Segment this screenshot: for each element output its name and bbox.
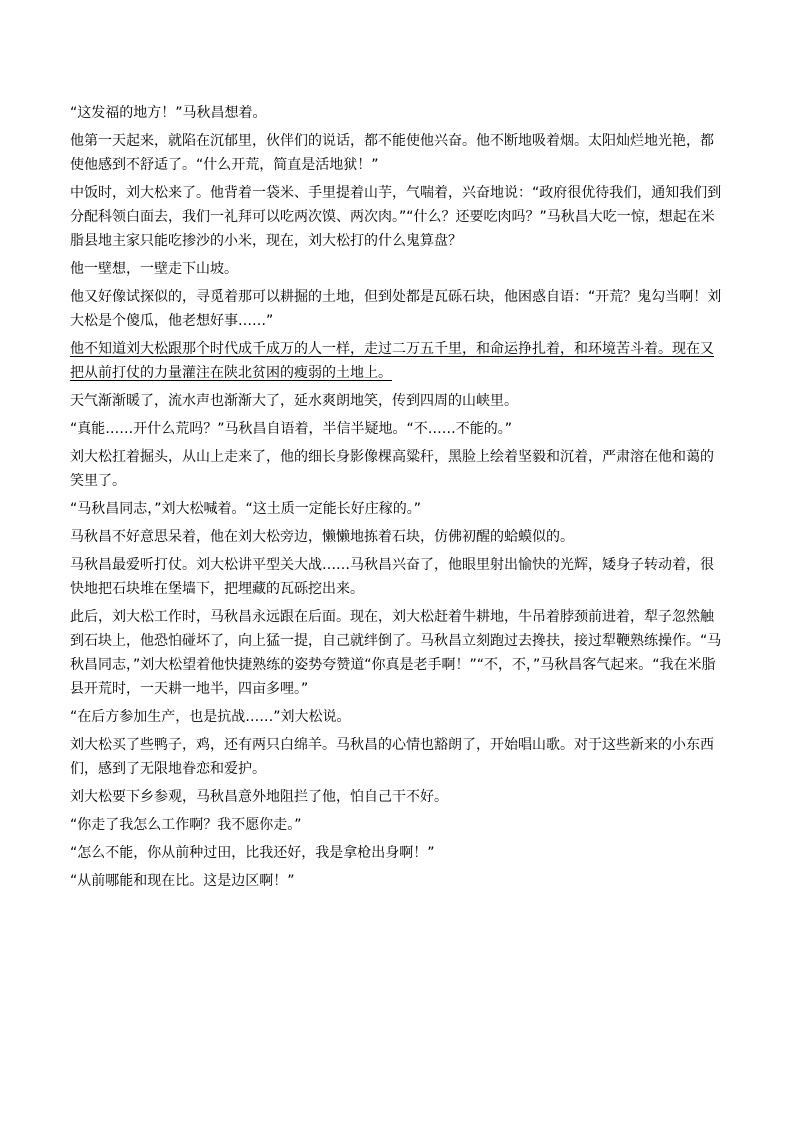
paragraph-8: “真能……开什么荒吗？”马秋昌自语着，半信半疑地。“不……不能的。” [70, 421, 513, 437]
paragraph-17: “你走了我怎么工作啊？我不愿你走。” [70, 817, 302, 833]
paragraph-18: “怎么不能，你从前种过田，比我还好，我是拿枪出身啊！” [70, 845, 435, 861]
paragraph-9: 刘大松扛着掘头，从山上走来了，他的细长身影像棵高粱秆，黑脸上绘着坚毅和沉着，严肃溶在他和蔼的笑里了。 [70, 449, 714, 489]
paragraph-13: 此后，刘大松工作时，马秋昌永远跟在后面。现在，刘大松赶着牛耕地，牛吊着脖颈前进着，犁子忽然触到石块上，他恐怕碰坏了，向上猛一提，自己就绊倒了。马秋昌立刻跑过去搀扶，接过犁鞭熟练操作。“马秋昌同志，”刘大松望着他快捷熟练的姿势夸赞道“你真是老手啊！”“不，不，”马秋昌客气起来。“我在米脂县开荒时，一天耕一地半，四亩多哩。” [70, 609, 722, 697]
paragraph-2: 他第一天起来，就陷在沉郁里，伙伴们的说话，都不能使他兴奋。他不断地吸着烟。太阳灿烂地光艳，都使他感到不舒适了。“什么开荒，简直是活地狱！” [70, 133, 714, 173]
paragraph-14: “在后方参加生产，也是抗战……”刘大松说。 [70, 709, 351, 725]
underlined-paragraph: 他不知道刘大松跟那个时代成千成万的人一样，走过二万五千里，和命运挣扎着，和环境苦斗着。现在又把从前打仗的力量灌注在陕北贫困的瘦弱的土地上。 [70, 341, 714, 381]
paragraph-10: “马秋昌同志，”刘大松喊着。“这土质一定能长好庄稼的。” [70, 501, 422, 517]
paragraph-11: 马秋昌不好意思呆着，他在刘大松旁边，懒懒地拣着石块，仿佛初醒的蛤蟆似的。 [70, 529, 574, 545]
paragraph-12: 马秋昌最爱听打仗。刘大松讲平型关大战……马秋昌兴奋了，他眼里射出愉快的光辉，矮身子转动着，很快地把石块堆在堡墙下，把埋藏的瓦砾挖出来。 [70, 557, 714, 597]
paragraph-3: 中饭时，刘大松来了。他背着一袋米、手里提着山芋，气喘着，兴奋地说：“政府很优待我们，通知我们到分配科领白面去，我们一礼拜可以吃两次馍、两次肉。”“什么？还要吃肉吗？”马秋昌大吃一惊，想起在米脂县地主家只能吃掺沙的小米，现在，刘大松打的什么鬼算盘？ [70, 185, 722, 249]
paragraph-19: “从前哪能和现在比。这是边区啊！” [70, 873, 295, 889]
paragraph-5: 他又好像试探似的，寻觅着那可以耕掘的土地，但到处都是瓦砾石块，他困惑自语：“开荒？鬼勾当啊！刘大松是个傻瓜，他老想好事……” [70, 289, 722, 329]
paragraph-7: 天气渐渐暖了，流水声也渐渐大了，延水爽朗地笑，传到四周的山峡里。 [70, 393, 518, 409]
paragraph-4: 他一壁想，一壁走下山坡。 [70, 261, 238, 277]
paragraph-15: 刘大松买了些鸭子，鸡，还有两只白绵羊。马秋昌的心情也豁朗了，开始唱山歌。对于这些新来的小东西们，感到了无限地眷恋和爱护。 [70, 737, 714, 777]
paragraph-16: 刘大松要下乡参观，马秋昌意外地阻拦了他，怕自己干不好。 [70, 789, 448, 805]
paragraph-1: “这发福的地方！”马秋昌想着。 [70, 105, 267, 121]
